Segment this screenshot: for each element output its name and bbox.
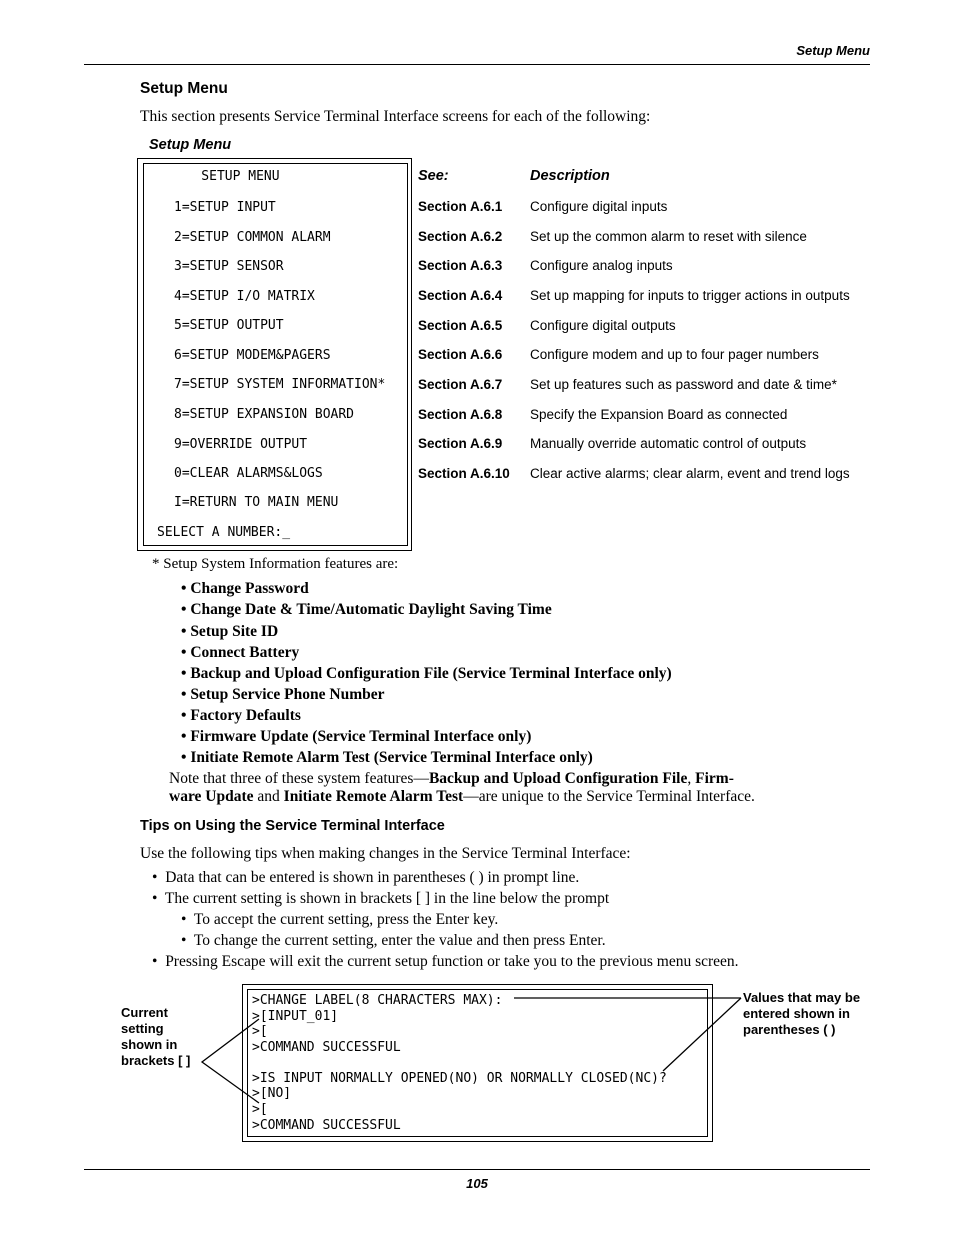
terminal-line: >[INPUT_01] <box>252 1009 339 1024</box>
menu-option-3: 3=SETUP SENSOR <box>174 259 284 274</box>
menu-option-1: 1=SETUP INPUT <box>174 200 276 215</box>
feature-item: • Setup Site ID <box>181 623 279 640</box>
menu-screen-title: SETUP MENU <box>170 169 280 184</box>
feature-item: • Change Date & Time/Automatic Daylight Saving Time <box>181 601 552 618</box>
description-5: Configure digital outputs <box>530 318 676 333</box>
features-footnote: * Setup System Information features are: <box>152 556 399 572</box>
feature-item: • Connect Battery <box>181 644 300 661</box>
running-header: Setup Menu <box>796 43 870 58</box>
description-column-header: Description <box>530 168 610 184</box>
section-intro: This section presents Service Terminal Interface screens for each of the following: <box>140 108 651 125</box>
menu-option-6: 6=SETUP MODEM&PAGERS <box>174 348 331 363</box>
features-note-line-1: Note that three of these system features—Backup and Upload Configuration File, Firm- <box>169 770 734 787</box>
section-ref-8: Section A.6.8 <box>418 407 503 422</box>
section-ref-1: Section A.6.1 <box>418 199 503 214</box>
feature-item: • Firmware Update (Service Terminal Interface only) <box>181 728 532 745</box>
description-4: Set up mapping for inputs to trigger actions in outputs <box>530 288 850 303</box>
tip-item: • The current setting is shown in brackets [ ] in the line below the prompt <box>152 890 610 907</box>
description-2: Set up the common alarm to reset with silence <box>530 229 807 244</box>
terminal-line: >[ <box>252 1102 268 1117</box>
features-note-line-2: ware Update and Initiate Remote Alarm Test—are unique to the Service Terminal Interface. <box>169 788 755 805</box>
section-ref-4: Section A.6.4 <box>418 288 503 303</box>
footer-rule <box>84 1169 870 1170</box>
menu-option-7: 7=SETUP SYSTEM INFORMATION* <box>174 377 386 392</box>
tip-item: • Pressing Escape will exit the current setup function or take you to the previous menu screen. <box>152 953 739 970</box>
description-7: Set up features such as password and date & time* <box>530 377 837 392</box>
terminal-line: >[ <box>252 1024 268 1039</box>
description-6: Configure modem and up to four pager numbers <box>530 347 819 362</box>
see-column-header: See: <box>418 168 449 184</box>
terminal-line: >CHANGE LABEL(8 CHARACTERS MAX): <box>252 993 503 1008</box>
tip-sub-item: • To accept the current setting, press the Enter key. <box>181 911 499 928</box>
callout-parentheses: Values that may be entered shown in parentheses ( ) <box>743 990 861 1037</box>
section-ref-5: Section A.6.5 <box>418 318 503 333</box>
menu-return-line: I=RETURN TO MAIN MENU <box>174 495 339 510</box>
tips-heading: Tips on Using the Service Terminal Interface <box>140 818 445 834</box>
terminal-line: >COMMAND SUCCESSFUL <box>252 1118 401 1133</box>
description-10: Clear active alarms; clear alarm, event and trend logs <box>530 466 850 481</box>
menu-prompt-line: SELECT A NUMBER:_ <box>157 525 291 540</box>
terminal-line: >[NO] <box>252 1086 292 1101</box>
section-ref-9: Section A.6.9 <box>418 436 503 451</box>
tip-sub-item: • To change the current setting, enter the value and then press Enter. <box>181 932 606 949</box>
description-8: Specify the Expansion Board as connected <box>530 407 788 422</box>
terminal-line: >IS INPUT NORMALLY OPENED(NO) OR NORMALLY CLOSED(NC)? <box>252 1071 667 1086</box>
feature-item: • Setup Service Phone Number <box>181 686 385 703</box>
menu-option-9: 9=OVERRIDE OUTPUT <box>174 437 308 452</box>
section-ref-3: Section A.6.3 <box>418 258 503 273</box>
menu-option-8: 8=SETUP EXPANSION BOARD <box>174 407 355 422</box>
section-ref-7: Section A.6.7 <box>418 377 503 392</box>
section-heading: Setup Menu <box>140 80 228 97</box>
table-caption: Setup Menu <box>149 137 232 153</box>
menu-option-5: 5=SETUP OUTPUT <box>174 318 284 333</box>
callout-brackets: Current setting shown in brackets [ ] <box>121 1005 191 1068</box>
page-number: 105 <box>466 1176 488 1191</box>
section-ref-2: Section A.6.2 <box>418 229 503 244</box>
section-ref-6: Section A.6.6 <box>418 347 503 362</box>
section-ref-10: Section A.6.10 <box>418 466 510 481</box>
description-3: Configure analog inputs <box>530 258 673 273</box>
menu-option-2: 2=SETUP COMMON ALARM <box>174 230 331 245</box>
terminal-line: >COMMAND SUCCESSFUL <box>252 1040 401 1055</box>
menu-option-0: 0=CLEAR ALARMS&LOGS <box>174 466 323 481</box>
feature-item: • Factory Defaults <box>181 707 301 724</box>
feature-item: • Initiate Remote Alarm Test (Service Terminal Interface only) <box>181 749 593 766</box>
tip-item: • Data that can be entered is shown in parentheses ( ) in prompt line. <box>152 869 580 886</box>
description-9: Manually override automatic control of outputs <box>530 436 807 451</box>
feature-item: • Backup and Upload Configuration File (Service Terminal Interface only) <box>181 665 672 682</box>
description-1: Configure digital inputs <box>530 199 668 214</box>
menu-option-4: 4=SETUP I/O MATRIX <box>174 289 315 304</box>
tips-intro: Use the following tips when making changes in the Service Terminal Interface: <box>140 845 631 862</box>
feature-item: • Change Password <box>181 580 309 597</box>
